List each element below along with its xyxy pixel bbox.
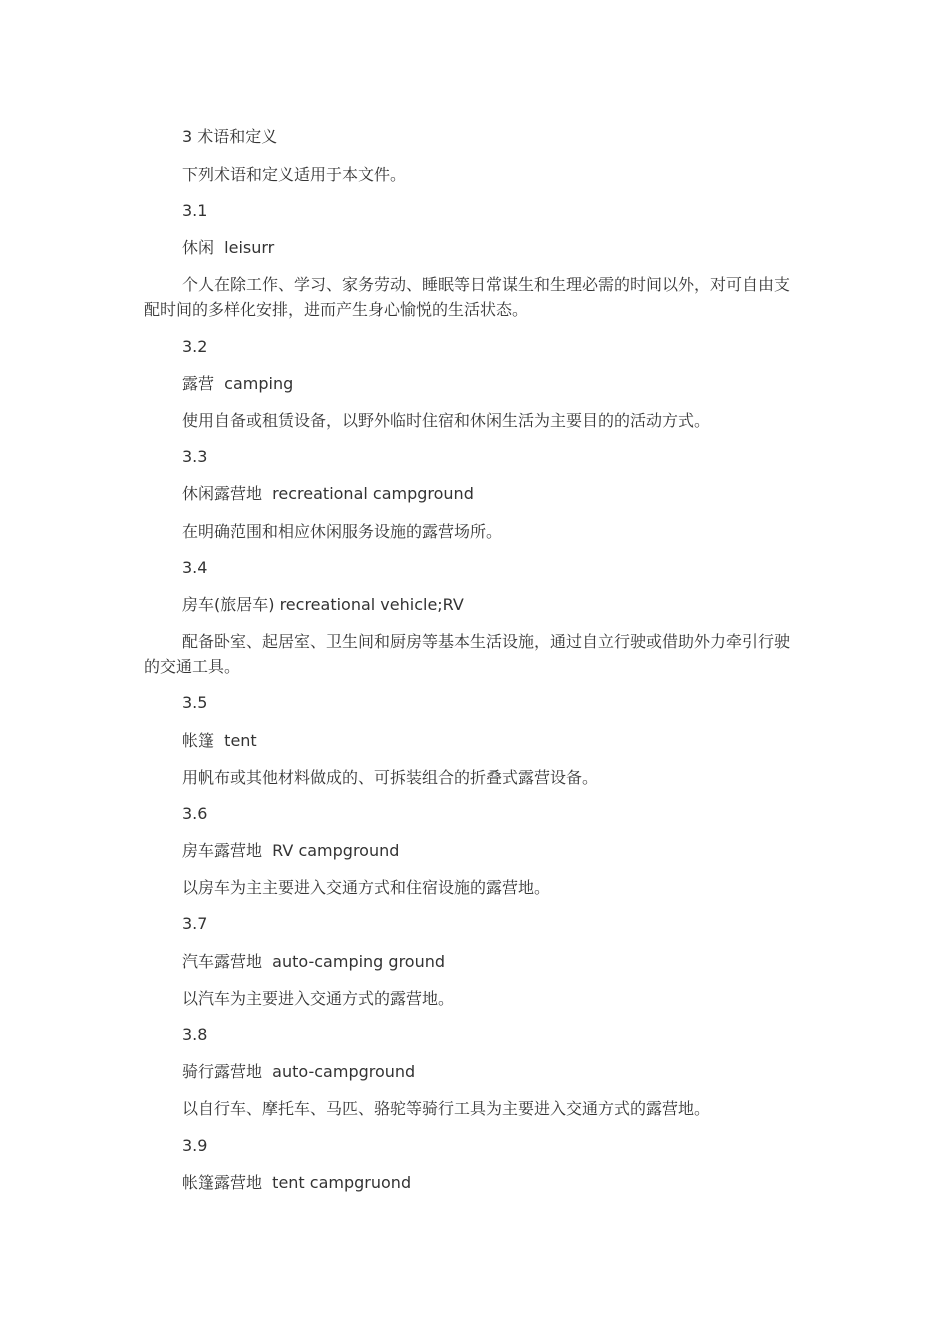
term-title: 帐篷 tent bbox=[182, 731, 257, 750]
term-definition: 个人在除工作、学习、家务劳动、睡眠等日常谋生和生理必需的时间以外，对可自由支配时间的多样化安排，进而产生身心愉悦的生活状态。 bbox=[144, 275, 791, 319]
term-title: 帐篷露营地 tent campgruond bbox=[182, 1173, 412, 1192]
term-number: 3.6 bbox=[182, 804, 208, 823]
term-number: 3.7 bbox=[182, 914, 208, 933]
section-heading: 3 术语和定义 bbox=[182, 127, 278, 146]
term-definition: 在明确范围和相应休闲服务设施的露营场所。 bbox=[182, 522, 503, 541]
term-title: 休闲 leisurr bbox=[182, 238, 275, 257]
term-number: 3.3 bbox=[182, 447, 208, 466]
term-title: 露营 camping bbox=[182, 374, 294, 393]
term-number: 3.2 bbox=[182, 337, 208, 356]
term-title: 休闲露营地 recreational campground bbox=[182, 484, 474, 503]
term-definition: 配备卧室、起居室、卫生间和厨房等基本生活设施，通过自立行驶或借助外力牵引行驶的交通工具。 bbox=[144, 632, 791, 676]
term-title: 房车露营地 RV campground bbox=[182, 841, 400, 860]
section-intro: 下列术语和定义适用于本文件。 bbox=[182, 165, 407, 184]
term-definition: 用帆布或其他材料做成的、可拆装组合的折叠式露营设备。 bbox=[182, 768, 599, 787]
term-number: 3.5 bbox=[182, 693, 208, 712]
term-number: 3.1 bbox=[182, 201, 208, 220]
term-definition: 使用自备或租赁设备，以野外临时住宿和休闲生活为主要目的的活动方式。 bbox=[182, 411, 711, 430]
term-title: 房车(旅居车) recreational vehicle;RV bbox=[182, 595, 464, 614]
term-definition: 以自行车、摩托车、马匹、骆驼等骑行工具为主要进入交通方式的露营地。 bbox=[182, 1099, 711, 1118]
term-number: 3.8 bbox=[182, 1025, 208, 1044]
term-definition: 以汽车为主要进入交通方式的露营地。 bbox=[182, 989, 455, 1008]
term-definition: 以房车为主主要进入交通方式和住宿设施的露营地。 bbox=[182, 878, 551, 897]
term-number: 3.4 bbox=[182, 558, 208, 577]
term-number: 3.9 bbox=[182, 1136, 208, 1155]
term-title: 汽车露营地 auto-camping ground bbox=[182, 952, 446, 971]
term-title: 骑行露营地 auto-campground bbox=[182, 1062, 416, 1081]
